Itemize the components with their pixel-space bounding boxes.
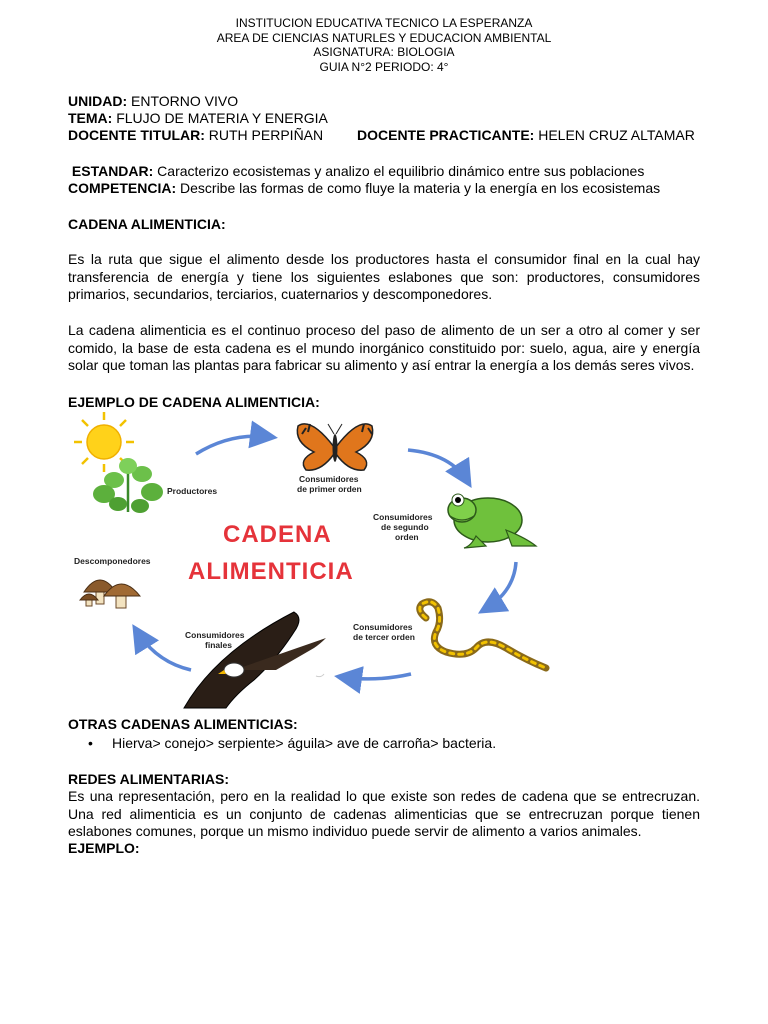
ejemplo-label: EJEMPLO: — [68, 840, 140, 856]
diagram-title-line2: ALIMENTICIA — [188, 558, 354, 585]
label-segundo-line1: Consumidores — [373, 512, 433, 522]
header-area: AREA DE CIENCIAS NATURLES Y EDUCACION AMBIENTAL — [216, 30, 552, 45]
docente-value: RUTH PERPIÑAN — [204, 127, 324, 143]
section-title-ejemplo: EJEMPLO DE CADENA ALIMENTICIA: — [68, 394, 320, 410]
meta-block — [68, 93, 708, 144]
tema-value: FLUJO DE MATERIA Y ENERGIA — [112, 110, 328, 126]
list-item — [88, 735, 496, 752]
mushroom-icon — [80, 580, 140, 608]
arrow-final-to-decomposer — [136, 630, 191, 670]
label-finales-line2: finales — [205, 640, 232, 650]
paragraph-redes: Es una representación, pero en la realidad lo que existe son redes de cadena que se entrecruzan. Una red alimenticia es un conjunto de cadenas alimenticias que se entrecruzan porque tienen eslabones comunes, porque un mismo individuo puede servir de alimento a varios animales. — [68, 788, 700, 840]
bullet-glyph: • — [88, 735, 93, 751]
unidad-value: ENTORNO VIVO — [127, 93, 239, 109]
label-primer-line2: de primer orden — [297, 484, 362, 494]
document-header — [0, 16, 768, 74]
arrow-secondary-to-tertiary — [484, 562, 516, 610]
label-segundo-line2: de segundo — [381, 522, 429, 532]
standard-block — [68, 163, 708, 197]
practicante-value: HELEN CRUZ ALTAMAR — [534, 127, 695, 143]
competencia-row — [68, 180, 708, 197]
practicante-label: DOCENTE PRACTICANTE: — [357, 127, 535, 143]
competencia-value: Describe las formas de como fluye la materia y la energía en los ecosistemas — [176, 180, 661, 196]
header-subject: ASIGNATURA: BIOLOGIA — [313, 45, 455, 59]
list-item-text: Hierva> conejo> serpiente> águila> ave de carroña> bacteria. — [112, 735, 497, 751]
paragraph-cadena-2: La cadena alimenticia es el continuo proceso del paso de alimento de un ser a otro al comer y ser comido, la base de esta cadena es el mundo inorgánico constituido por: suelo, agua, aire y energía solar que toman las plantas para fabricar su alimento y así entrar la energía a los demás seres vivos. — [68, 322, 700, 374]
label-tercer-line2: de tercer orden — [353, 632, 415, 642]
label-tercer-line1: Consumidores — [353, 622, 413, 632]
frog-icon — [448, 494, 536, 548]
practicante-block — [357, 127, 695, 144]
paragraph-cadena-1: Es la ruta que sigue el alimento desde los productores hasta el consumidor final en la cual hay transferencia de energía y tiene los siguientes eslabones que son: productores, consumidores primarios, secundarios, terciarios, cuaternarios y descomponedores. — [68, 251, 700, 303]
arrow-primary-to-secondary — [408, 450, 468, 482]
header-institution: INSTITUCION EDUCATIVA TECNICO LA ESPERANZA — [235, 16, 533, 30]
docente-label: DOCENTE TITULAR: — [68, 127, 205, 143]
butterfly-icon — [297, 424, 372, 470]
eagle-icon — [184, 612, 326, 708]
arrow-tertiary-to-final — [341, 674, 411, 679]
otras-list — [88, 735, 496, 752]
section-title-cadena: CADENA ALIMENTICIA: — [68, 216, 226, 232]
label-descomponedores: Descomponedores — [74, 556, 151, 566]
section-title-otras: OTRAS CADENAS ALIMENTICIAS: — [68, 716, 298, 732]
header-guide: GUIA N°2 PERIODO: 4° — [319, 59, 449, 74]
section-title-redes: REDES ALIMENTARIAS: — [68, 771, 229, 787]
tema-label: TEMA: — [68, 110, 113, 126]
estandar-row — [68, 163, 708, 180]
label-productores: Productores — [167, 486, 218, 496]
tema-row — [68, 110, 708, 127]
snake-icon — [420, 602, 546, 668]
label-finales-line1: Consumidores — [185, 630, 245, 640]
estandar-value: Caracterizo ecosistemas y analizo el equilibrio dinámico entre sus poblaciones — [153, 163, 645, 179]
unidad-label: UNIDAD: — [68, 93, 128, 109]
label-primer-line1: Consumidores — [299, 474, 359, 484]
food-chain-diagram — [66, 412, 552, 712]
competencia-label: COMPETENCIA: — [68, 180, 177, 196]
estandar-label: ESTANDAR: — [71, 163, 154, 179]
docente-row — [68, 127, 708, 144]
unidad-row — [68, 93, 708, 110]
arrow-producer-to-primary — [196, 436, 271, 454]
food-chain-svg — [66, 412, 552, 712]
diagram-title-line1: CADENA — [223, 521, 332, 548]
label-segundo-line3: orden — [395, 532, 419, 542]
